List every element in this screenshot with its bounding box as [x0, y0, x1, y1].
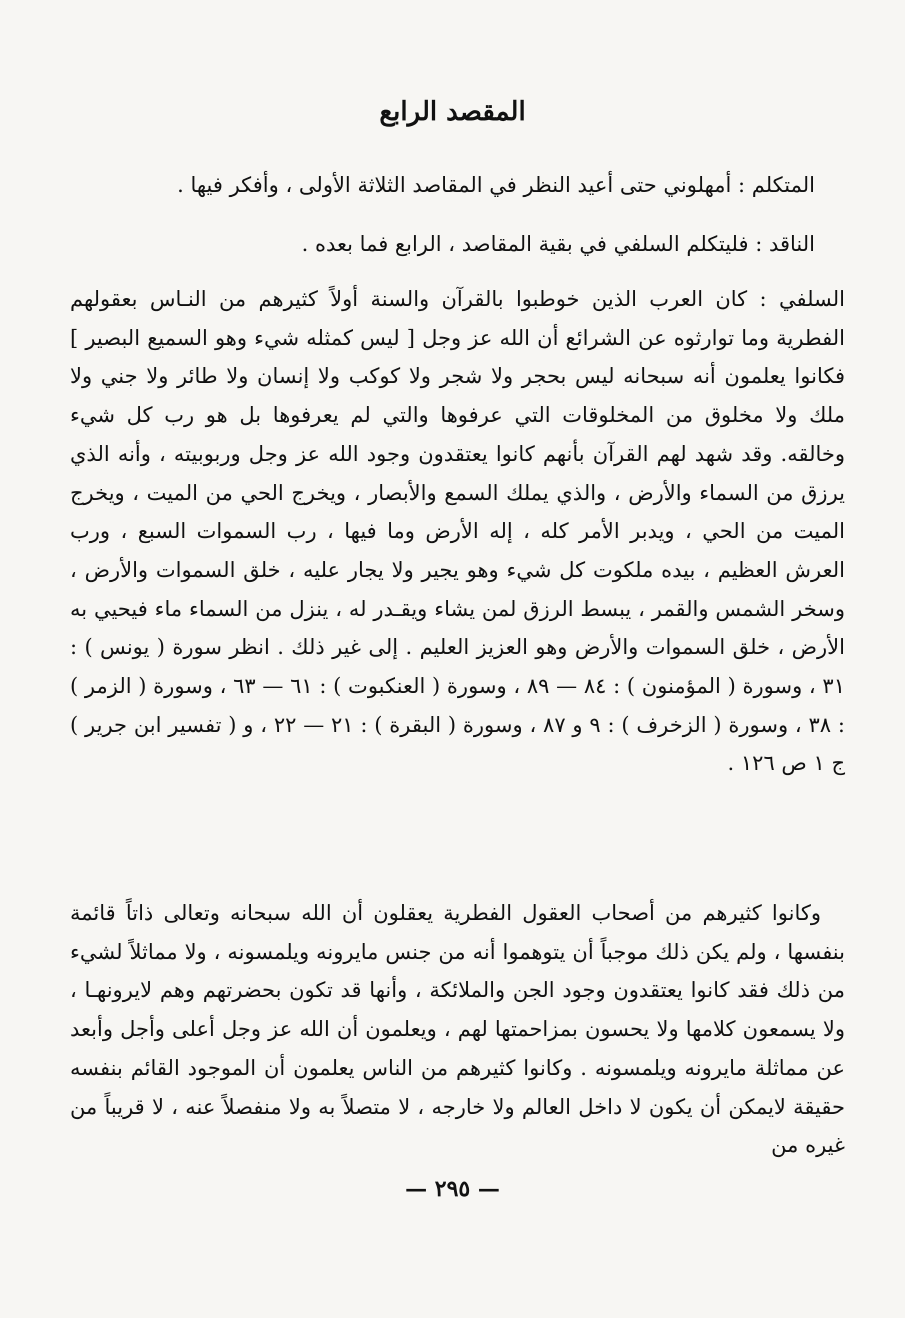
- paragraph-text: المتكلم : أمهلوني حتى أعيد النظر في المقاصد الثلاثة الأولى ، وأفكر فيها .: [177, 173, 815, 197]
- paragraph-text: وكانوا كثيرهم من أصحاب العقول الفطرية يعقلون أن الله سبحانه وتعالى ذاتاً قائمة بنفسها ، ولم يكن ذلك موجباً أن يتوهموا أنه من جنس مايرونه ويلمسونه ، ولا مماثلاً لشيء من ذلك فقد كانوا يعتقدون وجود الجن والملائكة ، وأنها قد تكون بحضرتهم وهم لايرونهـا ، ولا يسمعون كلامها ولا يحسون بمزاحمتها لهم ، ويعلمون أن الله عز وجل أعلى وأجل وأبعد عن مماثلة مايرونه ويلمسونه . وكانوا كثيرهم من الناس يعلمون أن الموجود القائم بنفسه حقيقة لايمكن أن يكون لا داخل العالم ولا خارجه ، لا متصلاً به ولا منفصلاً عنه ، لا قريباً من غيره من: [70, 901, 845, 1158]
- paragraph-continuation: [70, 894, 845, 1165]
- page-number: — ٢٩٥ —: [405, 1176, 500, 1202]
- paragraph-text: السلفي : كان العرب الذين خوطبوا بالقرآن والسنة أولاً كثيرهم من النـاس بعقولهم الفطرية وما توارثوه عن الشرائع أن الله عز وجل [ ليس كمثله شيء وهو السميع البصير ] فكانوا يعلمون أنه سبحانه ليس بحجر ولا شجر ولا كوكب ولا إنسان ولا طائر ولا جني ولا ملك ولا مخلوق من المخلوقات التي عرفوها والتي لم يعرفوها بل هو رب كل شيء وخالقه. وقد شهد لهم القرآن بأنهم كانوا يعتقدون وجود الله عز وجل وربوبيته ، وأنه الذي يرزق من السماء والأرض ، والذي يملك السمع والأبصار ، ويخرج الحي من الميت ، ويخرج الميت من الحي ، ويدبر الأمر كله ، إله الأرض وما فيها ، رب السموات السبع ، ورب العرش العظيم ، بيده ملكوت كل شيء وهو يجير ولا يجار عليه ، خلق السموات والأرض ، وسخر الشمس والقمر ، يبسط الرزق لمن يشاء ويقـدر له ، ينزل من السماء ماء فيحيي به الأرض ، خلق السموات والأرض وهو العزيز العليم . إلى غير ذلك . انظر سورة ( يونس ) : ٣١ ، وسورة ( المؤمنون ) : ٨٤ — ٨٩ ، وسورة ( العنكبوت ) : ٦١ — ٦٣ ، وسورة ( الزمر ) : ٣٨ ، وسورة ( الزخرف ) : ٩ و ٨٧ ، وسورة ( البقرة ) : ٢١ — ٢٢ ، و ( تفسير ابن جرير ) ج ١ ص ١٢٦ .: [70, 287, 845, 776]
- section-title: المقصد الرابع: [379, 97, 526, 127]
- paragraph-salafi: [70, 280, 845, 783]
- paragraph-mutakallim: [70, 166, 815, 205]
- paragraph-naqid: [70, 225, 815, 264]
- paragraph-text: الناقد : فليتكلم السلفي في بقية المقاصد ، الرابع فما بعده .: [301, 232, 815, 256]
